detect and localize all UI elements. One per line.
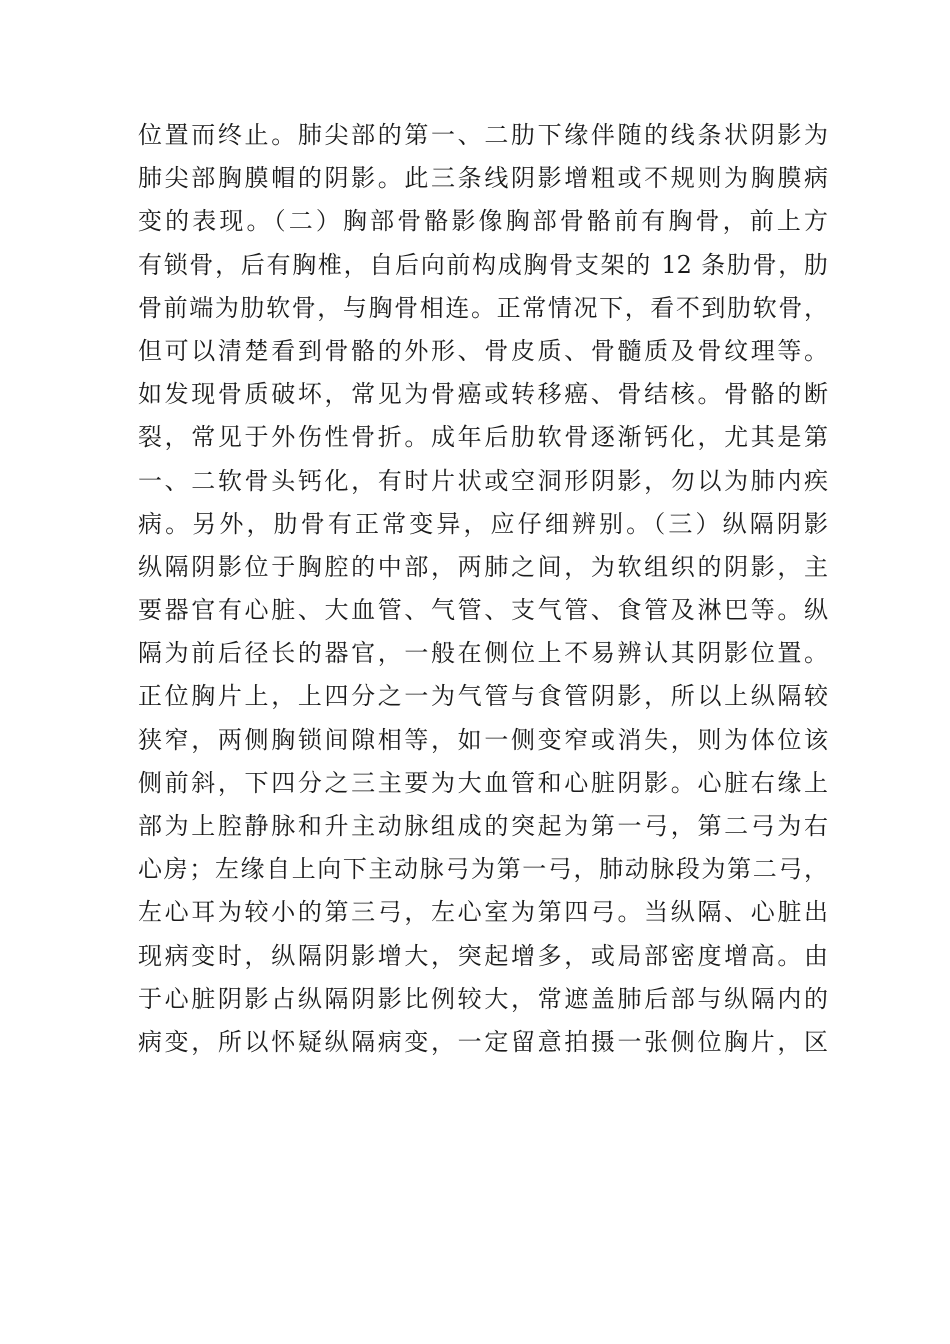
text-line: 侧前斜，下四分之三主要为大血管和心脏阴影。心脏右缘上 (138, 768, 828, 797)
text-line: 变的表现。（二）胸部骨骼影像胸部骨骼前有胸骨，前上方 (138, 207, 828, 236)
text-line: 部为上腔静脉和升主动脉组成的突起为第一弓，第二弓为右 (138, 812, 828, 840)
text-line: 于心脏阴影占纵隔阴影比例较大，常遮盖肺后部与纵隔内的 (138, 984, 828, 1013)
text-line: 但可以清楚看到骨骼的外形、骨皮质、骨髓质及骨纹理等。 (138, 336, 828, 365)
text-line: 如发现骨质破坏，常见为骨癌或转移癌、骨结核。骨骼的断 (138, 380, 828, 409)
text-line: 位置而终止。肺尖部的第一、二肋下缘伴随的线条状阴影为 (138, 121, 828, 149)
text-line: 左心耳为较小的第三弓，左心室为第四弓。当纵隔、心脏出 (138, 898, 828, 927)
text-line: 一、二软骨头钙化，有时片状或空洞形阴影，勿以为肺内疾 (138, 466, 828, 495)
text-line: 病变，所以怀疑纵隔病变，一定留意拍摄一张侧位胸片，区 (138, 1027, 828, 1056)
body-paragraph (138, 114, 828, 1064)
text-line: 要器官有心脏、大血管、气管、支气管、食管及淋巴等。纵 (138, 596, 828, 625)
text-line: 病。另外，肋骨有正常变异，应仔细辨别。（三）纵隔阴影 (138, 509, 828, 538)
text-line: 肺尖部胸膜帽的阴影。此三条线阴影增粗或不规则为胸膜病 (138, 164, 828, 193)
text-line: 心房；左缘自上向下主动脉弓为第一弓，肺动脉段为第二弓， (138, 855, 828, 884)
text-line: 现病变时，纵隔阴影增大，突起增多，或局部密度增高。由 (138, 941, 828, 970)
text-line: 纵隔阴影位于胸腔的中部，两肺之间，为软组织的阴影，主 (138, 552, 828, 581)
text-line: 有锁骨，后有胸椎，自后向前构成胸骨支架的 12 条肋骨，肋 (138, 250, 828, 279)
text-line: 隔为前后径长的器官，一般在侧位上不易辨认其阴影位置。 (138, 639, 828, 668)
text-line: 裂，常见于外伤性骨折。成年后肋软骨逐渐钙化，尤其是第 (138, 423, 828, 452)
text-line: 正位胸片上，上四分之一为气管与食管阴影，所以上纵隔较 (138, 682, 828, 711)
text-line: 骨前端为肋软骨，与胸骨相连。正常情况下，看不到肋软骨， (138, 293, 828, 322)
text-line: 狭窄，两侧胸锁间隙相等，如一侧变窄或消失，则为体位该 (138, 725, 828, 754)
